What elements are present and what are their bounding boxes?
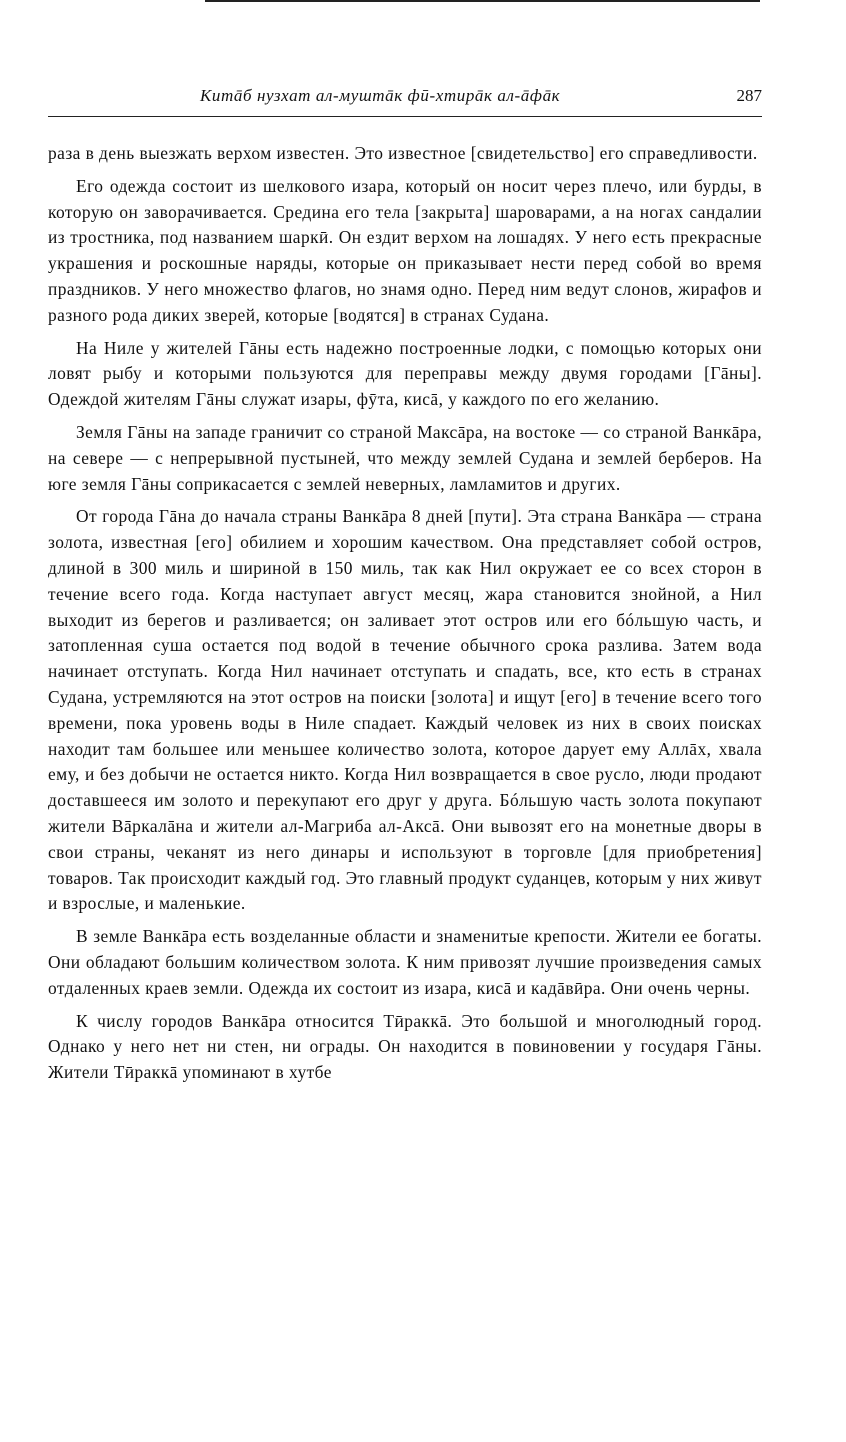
running-head (48, 86, 762, 110)
header-rule (48, 116, 762, 117)
body-text (48, 141, 762, 1093)
page-number: 287 (736, 86, 762, 105)
paragraph-tiraqqa: К числу городов Ванкāра относится Тӣраккā. Это большой и многолюдный город. Однако у него нет ни стен, ни ограды. Он находится в повиновении у государя Гāны. Жители Тӣраккā упоминают в хутбе (48, 1010, 762, 1083)
paragraph-continuation: раза в день выезжать верхом известен. Это известное [свидетельство] его справедливости. (48, 143, 758, 163)
top-edge-rule (205, 0, 760, 2)
paragraph-wankara-land: В земле Ванкāра есть возделанные области и знаменитые крепости. Жители ее богаты. Они обладают большим количеством золота. К ним привозят лучшие произведения самых отдаленных краев земли. Одежда их состоит из изара, кисā и кадāвӣра. Они очень черны. (48, 926, 762, 998)
running-title: Китāб нузхат ал-муштāк фӣ-хтирāк ал-āфāк (200, 86, 561, 105)
paragraph-borders: Земля Гāны на западе граничит со страной Максāра, на востоке — со страной Ванкāра, на севере — с непрерывной пустыней, что между землей Судана и землей берберов. На юге земля Гāны соприкасается с землей неверных, ламламитов и других. (48, 421, 762, 494)
paragraph-clothing: Его одежда состоит из шелкового изара, который он носит через плечо, или бурды, в которую он заворачивается. Средина его тела [закрыта] шароварами, а на ногах сандалии из тростника, под названием шаркӣ. Он ездит верхом на лошадях. У него есть прекрасные украшения и роскошные наряды, которые он приказывает нести перед собой во время праздников. У него множество флагов, но знамя одно. Перед ним ведут слонов, жирафов и разного рода диких зверей, которые [водятся] в странах Судана. (48, 175, 762, 325)
paragraph-wankara-gold: От города Гāна до начала страны Ванкāра 8 дней [пути]. Эта страна Ванкāра — страна золота, известная [его] обилием и хорошим качеством. Она представляет собой остров, длиной в 300 миль и шириной в 150 миль, так как Нил окружает ее со всех сторон в течение всего года. Когда наступает август месяц, жара становится знойной, а Нил выходит из берегов и разливается; он заливает этот остров или его бóльшую часть, и затопленная суша остается под водой в течение обычного срока разлива. Затем вода начинает отступать. Когда Нил начинает отступать и спадать, все, кто есть в странах Судана, устремляются на этот остров на поиски [золота] и ищут [его] в течение всего того времени, пока уровень воды в Ниле спадает. Каждый человек из них в своих поисках находит там большее или меньшее количество золота, которое дарует ему Аллāх, хвала ему, и без добычи не остается никто. Когда Нил возвращается в свое русло, люди продают доставшееся им золото и перекупают его друг у друга. Бóльшую часть золота покупают жители Вāркалāна и жители ал-Магриба ал-Аксā. Они вывозят его на монетные дворы в свои страны, чеканят из него динары и используют в торговле [для приобретения] товаров. Так происходит каждый год. Это главный продукт суданцев, которым у них живут и взрослые, и маленькие. (48, 506, 762, 914)
paragraph-boats: На Ниле у жителей Гāны есть надежно построенные лодки, с помощью которых они ловят рыбу и которыми пользуются для переправы между двумя городами [Гāны]. Одеждой жителям Гāны служат изары, фӯта, кисā, у каждого по его желанию. (48, 337, 762, 410)
